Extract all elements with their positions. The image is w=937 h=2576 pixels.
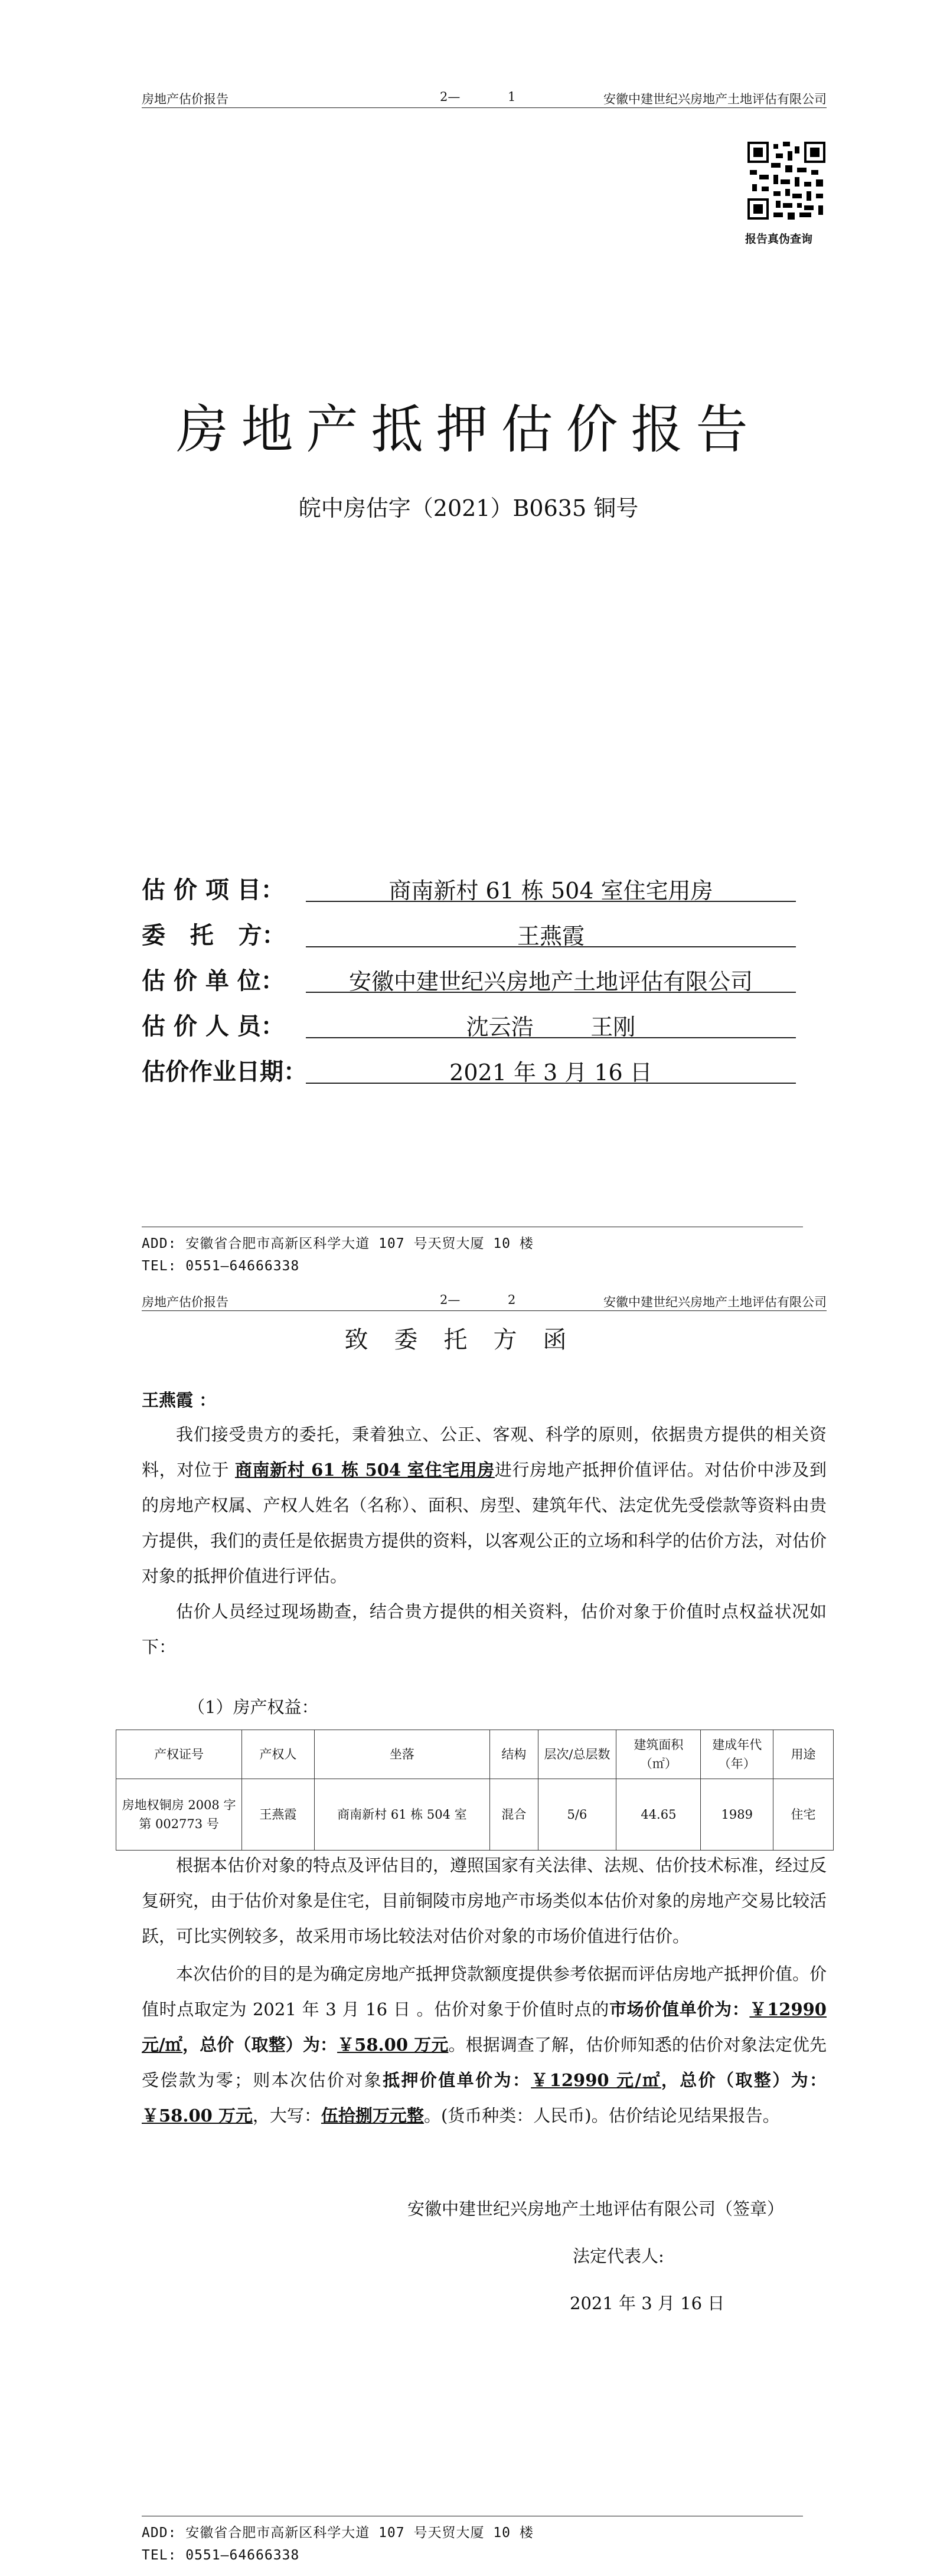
p4-mortgage-unit-price: ￥12990 元/㎡ bbox=[531, 2070, 661, 2090]
info-value: 王燕霞 bbox=[306, 918, 796, 947]
info-value: 商南新村 61 栋 504 室住宅用房 bbox=[306, 872, 796, 902]
p1-text-a: 我们接受贵方的委托，秉着独立、公正、客观、科学的原则，依据贵方提供的相关资料，对位于 bbox=[142, 1424, 827, 1480]
p4-market-total-label: ，总价（取整）为： bbox=[182, 2035, 338, 2055]
p4-text: 。根据调查了解，估价师知悉的估价对象法定优先受偿款为零；则本次估价对象 bbox=[142, 2035, 827, 2090]
paragraph-2: 估价人员经过现场勘查，结合贵方提供的相关资料，估价对象于价值时点权益状况如下： bbox=[142, 1601, 827, 1657]
page2-header bbox=[142, 1290, 827, 1311]
table-header: 产权证号 bbox=[116, 1730, 242, 1779]
p1-property: 商南新村 61 栋 504 室住宅用房 bbox=[234, 1460, 495, 1480]
info-label: 委 托 方： bbox=[142, 921, 286, 949]
addressee: 王燕霞 ： bbox=[142, 1390, 217, 1410]
page1-header bbox=[142, 87, 827, 108]
paragraph-4 bbox=[142, 1956, 827, 2133]
signature-legal-rep: 法定代表人: bbox=[573, 2246, 664, 2266]
header-page-prefix: 2— bbox=[440, 90, 461, 104]
paragraph-1 bbox=[142, 1417, 827, 1594]
qr-code-icon[interactable] bbox=[747, 142, 825, 220]
info-label: 估 价 项 目： bbox=[142, 876, 285, 904]
table-header: 层次/总层数 bbox=[538, 1730, 616, 1779]
table-row bbox=[116, 1779, 834, 1851]
info-label: 估 价 人 员： bbox=[142, 1012, 285, 1040]
paragraph-3: 根据本估价对象的特点及评估目的，遵照国家有关法律、法规、估价技术标准，经过反复研究，由于估价对象是住宅，目前铜陵市房地产市场类似本估价对象的房地产交易比较活跃，可比实例较多，故采用市场比较法对估价对象的市场价值进行估价。 bbox=[142, 1855, 827, 1946]
table-cell: 5/6 bbox=[538, 1779, 616, 1851]
table-cell: 王燕霞 bbox=[242, 1779, 315, 1851]
header-left: 房地产估价报告 bbox=[142, 1295, 228, 1309]
table-cell: 1989 bbox=[701, 1779, 773, 1851]
table-header: 结构 bbox=[490, 1730, 538, 1779]
p4-mortgage-total: ￥58.00 万元 bbox=[142, 2106, 253, 2126]
p4-market-unit-price: ￥12990 元/㎡ bbox=[142, 1999, 827, 2055]
p4-mortgage-total-label: ，总价（取整）为： bbox=[661, 2070, 827, 2090]
table-cell: 商南新村 61 栋 504 室 bbox=[314, 1779, 490, 1851]
table-header: 建成年代（年） bbox=[701, 1730, 773, 1779]
property-rights-table bbox=[116, 1730, 834, 1851]
table-cell: 混合 bbox=[490, 1779, 538, 1851]
table-header: 产权人 bbox=[242, 1730, 315, 1779]
p4-market-total: ￥58.00 万元 bbox=[337, 2035, 449, 2055]
table-header: 用途 bbox=[773, 1730, 833, 1779]
page1-footer bbox=[142, 1233, 534, 1277]
letter-title: 致委托方函 bbox=[344, 1326, 593, 1354]
table-cell: 房地权铜房 2008 字第 002773 号 bbox=[116, 1779, 242, 1851]
p1-text-c: 进行房地产抵押价值评估。对估价中涉及到的房地产权属、产权人姓名（名称）、面积、房型、建筑年代、法定优先受偿款等资料由贵方提供，我们的责任是依据贵方提供的资料，以客观公正的立场和科学的估价方法，对估价对象的抵押价值进行评估。 bbox=[142, 1460, 827, 1586]
report-title: 房地产抵押估价报告 bbox=[176, 399, 761, 460]
header-page-prefix: 2— bbox=[440, 1293, 461, 1307]
info-value: 安徽中建世纪兴房地产土地评估有限公司 bbox=[306, 963, 796, 993]
signature-company: 安徽中建世纪兴房地产土地评估有限公司（签章） bbox=[407, 2199, 785, 2219]
subsection-heading: （1）房产权益： bbox=[188, 1697, 319, 1717]
info-value: 沈云浩 王刚 bbox=[306, 1009, 796, 1038]
header-right: 安徽中建世纪兴房地产土地评估有限公司 bbox=[603, 1295, 827, 1309]
table-cell: 44.65 bbox=[616, 1779, 701, 1851]
header-right: 安徽中建世纪兴房地产土地评估有限公司 bbox=[603, 92, 827, 106]
table-header: 坐落 bbox=[314, 1730, 490, 1779]
info-label: 估价作业日期： bbox=[142, 1058, 307, 1086]
footer-tel: TEL: 0551—64666338 bbox=[142, 1258, 300, 1274]
p4-text: ，大写： bbox=[252, 2106, 321, 2126]
table-cell: 住宅 bbox=[773, 1779, 833, 1851]
footer-address: ADD: 安徽省合肥市高新区科学大道 107 号天贸大厦 10 楼 bbox=[142, 2525, 534, 2541]
page2-footer bbox=[142, 2522, 534, 2567]
footer-address: ADD: 安徽省合肥市高新区科学大道 107 号天贸大厦 10 楼 bbox=[142, 1236, 534, 1251]
document-number: 皖中房估字（2021）B0635 铜号 bbox=[298, 495, 639, 521]
p4-mortgage-unit-label: 抵押价值单价为： bbox=[383, 2070, 531, 2090]
p4-text: 。(货币种类：人民币)。估价结论见结果报告。 bbox=[423, 2106, 780, 2126]
info-value: 2021 年 3 月 16 日 bbox=[306, 1054, 796, 1084]
header-left: 房地产估价报告 bbox=[142, 92, 228, 106]
table-header: 建筑面积（㎡） bbox=[616, 1730, 701, 1779]
p4-market-unit-label: 市场价值单价为： bbox=[609, 1999, 750, 2019]
table-header-row bbox=[116, 1730, 834, 1779]
header-page-number: 2 bbox=[508, 1293, 516, 1307]
header-page-number: 1 bbox=[508, 90, 516, 104]
p4-text: 本次估价的目的是为确定房地产抵押贷款额度提供参考依据而评估房地产抵押价值。价值时点取定为 2021 年 3 月 16 日 。估价对象于价值时点的 bbox=[142, 1964, 827, 2019]
qr-caption: 报告真伪查询 bbox=[745, 233, 813, 246]
info-label: 估 价 单 位： bbox=[142, 967, 285, 995]
p4-amount-in-words: 伍拾捌万元整 bbox=[321, 2106, 424, 2126]
signature-date: 2021 年 3 月 16 日 bbox=[570, 2293, 725, 2313]
footer-tel: TEL: 0551—64666338 bbox=[142, 2548, 300, 2563]
